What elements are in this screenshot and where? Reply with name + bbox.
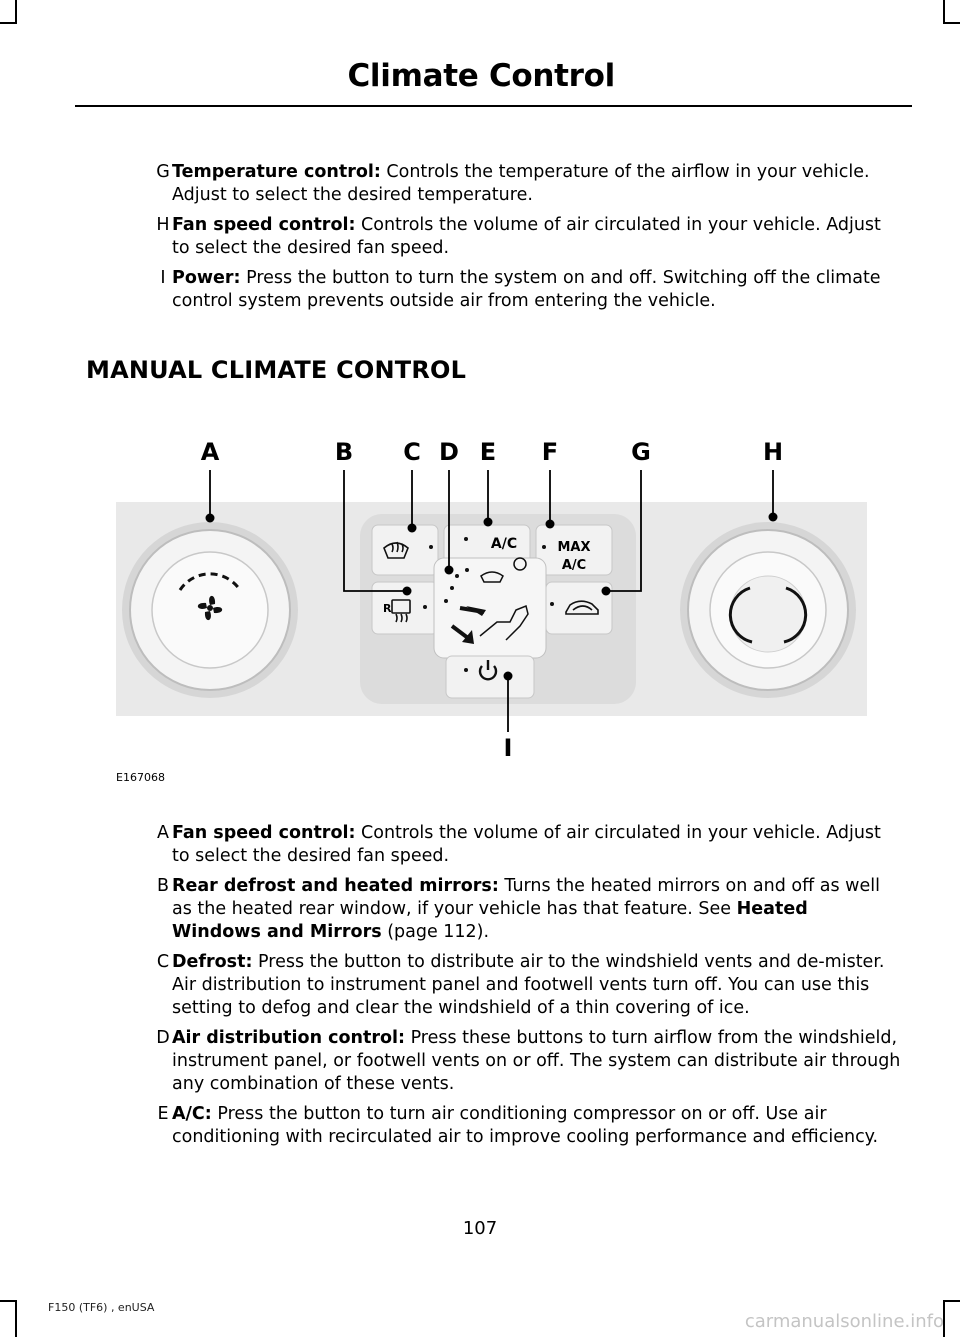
item-text: Turns the heated mirrors on and off as well as the heated rear window, if your vehicle has that feature. See: [172, 876, 880, 919]
list-item: [110, 267, 902, 313]
item-letter: D: [156, 1028, 170, 1048]
list-item: [110, 214, 902, 260]
callout-i: I: [503, 734, 513, 762]
item-letter: A: [157, 823, 169, 843]
item-term: Rear defrost and heated mirrors:: [172, 876, 499, 896]
item-text: Press the button to turn the system on and off. Switching off the climate control system prevents outside air from entering the vehicle.: [172, 268, 881, 311]
watermark: carmanualsonline.info: [744, 1311, 944, 1332]
item-term: Power:: [172, 268, 241, 288]
item-text: Controls the temperature of the airflow in your vehicle. Adjust to select the desired temperature.: [172, 162, 870, 205]
max-ac-label: A/C: [561, 558, 587, 573]
item-term: A/C:: [172, 1104, 212, 1124]
ac-label: A/C: [490, 536, 518, 552]
list-item: [110, 875, 902, 944]
item-letter: I: [160, 268, 166, 288]
callout-f: F: [541, 438, 559, 466]
list-item: [110, 1103, 902, 1149]
list-item: [110, 822, 902, 868]
rear-label: R: [383, 602, 392, 615]
figure-code: E167068: [116, 771, 165, 784]
footer-model: F150 (TF6) , enUSA: [48, 1301, 155, 1314]
climate-panel-illustration: [0, 430, 960, 790]
page-number: 107: [462, 1218, 498, 1239]
section-heading: MANUAL CLIMATE CONTROL: [86, 356, 467, 384]
bottom-definition-list: [110, 822, 902, 1156]
crop-mark-bottom-right-h: [943, 1300, 960, 1302]
item-text: Press the button to turn air conditioning compressor on or off. Use air conditioning with recirculated air to improve cooling performance and efficiency.: [172, 1104, 879, 1147]
crop-mark-top-left-h: [0, 22, 17, 24]
callout-b: B: [334, 438, 354, 466]
max-label: MAX: [557, 540, 591, 555]
callout-h: H: [762, 438, 784, 466]
callout-c: C: [403, 438, 421, 466]
item-term: Fan speed control:: [172, 823, 356, 843]
item-text: Controls the volume of air circulated in your vehicle. Adjust to select the desired fan speed.: [172, 215, 881, 258]
climate-control-figure: [0, 430, 960, 790]
callout-e: E: [479, 438, 497, 466]
callout-g: G: [631, 438, 651, 466]
item-text: Press these buttons to turn airflow from the windshield, instrument panel, or footwell vents on or off. The system can distribute air through any combination of these vents.: [172, 1028, 901, 1094]
list-item: [110, 1027, 902, 1096]
list-item: [110, 951, 902, 1020]
top-definition-list: [110, 161, 902, 320]
list-item: [110, 161, 902, 207]
defrost-button[interactable]: [372, 525, 438, 575]
page-title: Climate Control: [347, 58, 615, 94]
left-fan-knob: [122, 522, 298, 698]
item-letter: E: [157, 1104, 169, 1124]
crop-mark-bottom-left-v: [15, 1300, 17, 1337]
power-button[interactable]: [446, 656, 534, 698]
center-button-cluster: [360, 514, 636, 704]
item-letter: G: [156, 162, 170, 182]
item-letter: C: [156, 952, 170, 972]
crop-mark-top-left-v: [15, 0, 17, 24]
item-term: Temperature control:: [172, 162, 381, 182]
item-term: Defrost:: [172, 952, 253, 972]
item-text: Controls the volume of air circulated in your vehicle. Adjust to select the desired fan speed.: [172, 823, 881, 866]
item-term: Air distribution control:: [172, 1028, 405, 1048]
header-divider: [75, 105, 912, 107]
item-letter: H: [156, 215, 170, 235]
crop-mark-bottom-left-h: [0, 1300, 17, 1302]
crop-mark-top-right-h: [943, 22, 960, 24]
crop-mark-top-right-v: [943, 0, 945, 24]
item-text: Press the button to distribute air to the windshield vents and de-mister. Air distribution to instrument panel and footwell vents turn off. You can use this setting to defog and clear the windshield of a thin covering of ice.: [172, 952, 885, 1018]
item-term: Fan speed control:: [172, 215, 356, 235]
item-page-ref: (page 112).: [381, 922, 490, 942]
cross-reference-link[interactable]: Heated Windows and Mirrors: [172, 899, 808, 942]
callout-a: A: [200, 438, 220, 466]
right-temperature-knob: [680, 522, 856, 698]
item-letter: B: [156, 876, 169, 896]
callout-d: D: [439, 438, 459, 466]
